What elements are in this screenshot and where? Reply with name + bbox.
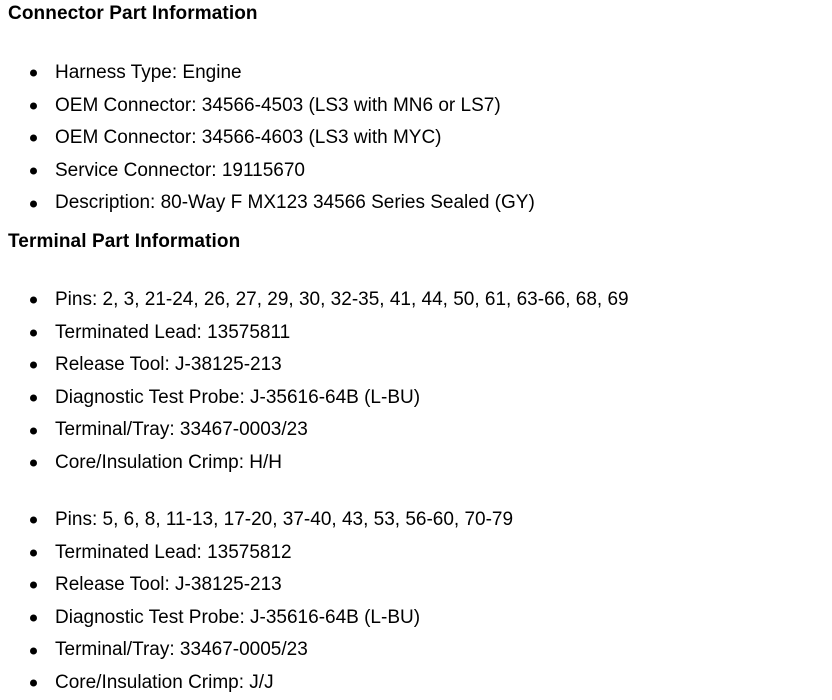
list-item (0, 667, 513, 700)
terminal-part-information-group-two-list (0, 504, 513, 700)
list-item (0, 569, 513, 602)
bullet-icon (30, 647, 37, 654)
bullet-icon (30, 395, 37, 402)
bullet-icon (30, 329, 37, 336)
bullet-icon (30, 168, 37, 175)
list-item (0, 90, 535, 123)
bullet-icon (30, 680, 37, 687)
list-item-label: Core/Insulation Crimp: H/H (55, 451, 283, 473)
list-item-label: Terminal/Tray: 33467-0005/23 (55, 639, 308, 661)
list-item (0, 187, 535, 220)
list-item-label: Release Tool: J-38125-213 (55, 354, 282, 376)
list-item (0, 602, 513, 635)
list-item-label: Pins: 2, 3, 21-24, 26, 27, 29, 30, 32-35, 41, 44, 50, 61, 63-66, 68, 69 (55, 289, 629, 310)
list-item-label: Diagnostic Test Probe: J-35616-64B (L-BU) (55, 606, 421, 628)
list-item (0, 414, 629, 447)
bullet-icon (30, 200, 37, 207)
list-item-label: Terminated Lead: 13575811 (55, 321, 291, 343)
list-item (0, 504, 513, 537)
bullet-icon (30, 297, 37, 304)
list-item-label: Release Tool: J-38125-213 (55, 574, 282, 596)
bullet-icon (30, 582, 37, 589)
list-item (0, 447, 629, 480)
terminal-part-information-heading: Terminal Part Information (8, 231, 241, 252)
bullet-icon (30, 102, 37, 109)
bullet-icon (30, 70, 37, 77)
list-item-label: Terminal/Tray: 33467-0003/23 (55, 419, 308, 441)
list-item (0, 349, 629, 382)
bullet-icon (30, 549, 37, 556)
list-item-label: Terminated Lead: 13575812 (55, 541, 292, 563)
bullet-icon (30, 615, 37, 622)
list-item-label: Core/Insulation Crimp: J/J (55, 671, 274, 693)
list-item (0, 382, 629, 415)
terminal-part-information-group-one-list (0, 284, 629, 480)
list-item-label: Diagnostic Test Probe: J-35616-64B (L-BU) (55, 386, 421, 408)
connector-part-information-heading: Connector Part Information (8, 3, 258, 24)
connector-part-information-list (0, 57, 535, 220)
list-item-label: Harness Type: Engine (55, 62, 242, 83)
list-item-label: OEM Connector: 34566-4603 (LS3 with MYC) (55, 127, 442, 149)
bullet-icon (30, 517, 37, 524)
bullet-icon (30, 135, 37, 142)
list-item (0, 537, 513, 570)
list-item-label: OEM Connector: 34566-4503 (LS3 with MN6 or LS7) (55, 94, 501, 116)
list-item (0, 284, 629, 317)
bullet-icon (30, 460, 37, 467)
list-item (0, 57, 535, 90)
list-item (0, 317, 629, 350)
list-item (0, 155, 535, 188)
list-item-label: Pins: 5, 6, 8, 11-13, 17-20, 37-40, 43, 53, 56-60, 70-79 (55, 509, 514, 530)
list-item-label: Service Connector: 19115670 (55, 159, 305, 181)
list-item (0, 634, 513, 667)
bullet-icon (30, 427, 37, 434)
bullet-icon (30, 362, 37, 369)
list-item (0, 122, 535, 155)
list-item-label: Description: 80-Way F MX123 34566 Series Sealed (GY) (55, 192, 535, 214)
